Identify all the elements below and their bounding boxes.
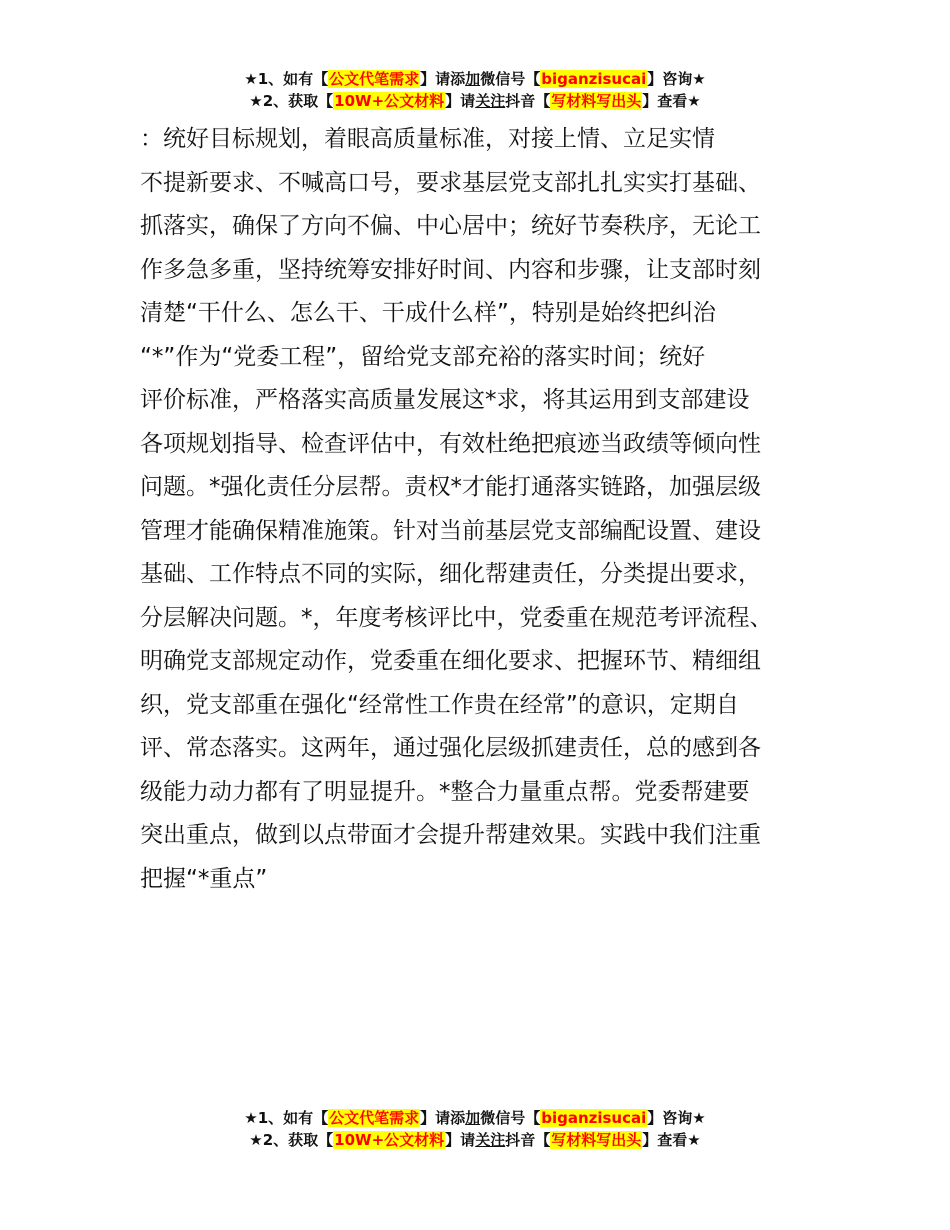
body-line: 明确党支部规定动作，党委重在细化要求、把握环节、精细组: [140, 648, 761, 674]
banner-underlined-text: 关注: [475, 1131, 506, 1149]
body-line: 评、常态落实。这两年，通过强化层级抓建责任，总的感到各: [140, 735, 761, 761]
header-banner-line-2: [0, 90, 950, 112]
star-icon: ★: [244, 1109, 258, 1127]
header-banner: [0, 68, 950, 112]
body-line: 管理才能确保精准施策。针对当前基层党支部编配设置、建设: [140, 517, 761, 544]
banner-text: 1、如有【: [257, 1109, 329, 1127]
body-line: 作多急多重，坚持统筹安排好时间、内容和步骤，让支部时刻: [140, 256, 761, 283]
header-banner-line-1: [0, 68, 950, 90]
banner-text: 】咨询: [647, 70, 693, 88]
banner-text: 】咨询: [647, 1109, 693, 1127]
banner-underlined-text: 加: [465, 70, 481, 88]
body-line: ：统好目标规划，着眼高质量标准，对接上情、立足实情: [140, 126, 715, 152]
body-line: 抓落实，确保了方向不偏、中心居中；统好节奏秩序，无论工: [140, 213, 761, 239]
star-icon: ★: [692, 70, 706, 88]
footer-banner-line-1: [0, 1107, 950, 1129]
body-line: 清楚“干什么、怎么干、干成什么样”，特别是始终把纠治: [140, 300, 716, 326]
star-icon: ★: [692, 1109, 706, 1127]
banner-text: 抖音【: [505, 1131, 551, 1149]
body-line: 突出重点，做到以点带面才会提升帮建效果。实践中我们注重: [140, 822, 761, 848]
footer-banner: [0, 1107, 950, 1151]
banner-text: 抖音【: [505, 92, 551, 110]
body-line: 不提新要求、不喊高口号，要求基层党支部扎扎实实打基础、: [140, 169, 761, 196]
banner-underlined-text: 关注: [475, 92, 506, 110]
banner-text: 2、获取【: [262, 92, 334, 110]
banner-text: 】请添: [420, 70, 466, 88]
highlight-wechat-id: biganzisucai: [541, 70, 647, 88]
body-line: “*”作为“党委工程”，留给党支部充裕的落实时间；统好: [140, 343, 706, 370]
banner-underlined-text: 加: [465, 1109, 481, 1127]
body-line: 把握“*重点”: [140, 865, 268, 892]
highlight-wechat-id: biganzisucai: [541, 1109, 647, 1127]
body-line: 各项规划指导、检查评估中，有效杜绝把痕迹当政绩等倾向性: [140, 430, 761, 457]
banner-text: 】查看: [642, 1131, 688, 1149]
star-icon: ★: [687, 92, 701, 110]
highlight-douyin-account: 写材料写出头: [551, 92, 642, 110]
body-line: 问题。*强化责任分层帮。责权*才能打通落实链路，加强层级: [140, 474, 761, 500]
highlight-ghostwriting: 公文代笔需求: [329, 1109, 420, 1127]
highlight-materials: 10W+公文材料: [334, 92, 445, 110]
body-line: 评价标准，严格落实高质量发展这*求，将其运用到支部建设: [140, 387, 750, 413]
body-line: 基础、工作特点不同的实际，细化帮建责任，分类提出要求，: [140, 561, 761, 587]
body-line: 级能力动力都有了明显提升。*整合力量重点帮。党委帮建要: [140, 778, 750, 805]
banner-text: 微信号【: [480, 1109, 541, 1127]
banner-text: 2、获取【: [262, 1131, 334, 1149]
body-line: 分层解决问题。*，年度考核评比中，党委重在规范考评流程、: [140, 604, 773, 631]
body-line: 织，党支部重在强化“经常性工作贵在经常”的意识，定期自: [140, 691, 739, 718]
banner-text: 】请: [445, 1131, 476, 1149]
banner-text: 微信号【: [480, 70, 541, 88]
banner-text: 】请添: [420, 1109, 466, 1127]
star-icon: ★: [687, 1131, 701, 1149]
banner-text: 】请: [445, 92, 476, 110]
document-body: [140, 118, 830, 901]
star-icon: ★: [244, 70, 258, 88]
highlight-materials: 10W+公文材料: [334, 1131, 445, 1149]
banner-text: 】查看: [642, 92, 688, 110]
star-icon: ★: [249, 92, 263, 110]
footer-banner-line-2: [0, 1129, 950, 1151]
highlight-ghostwriting: 公文代笔需求: [329, 70, 420, 88]
highlight-douyin-account: 写材料写出头: [551, 1131, 642, 1149]
banner-text: 1、如有【: [257, 70, 329, 88]
star-icon: ★: [249, 1131, 263, 1149]
